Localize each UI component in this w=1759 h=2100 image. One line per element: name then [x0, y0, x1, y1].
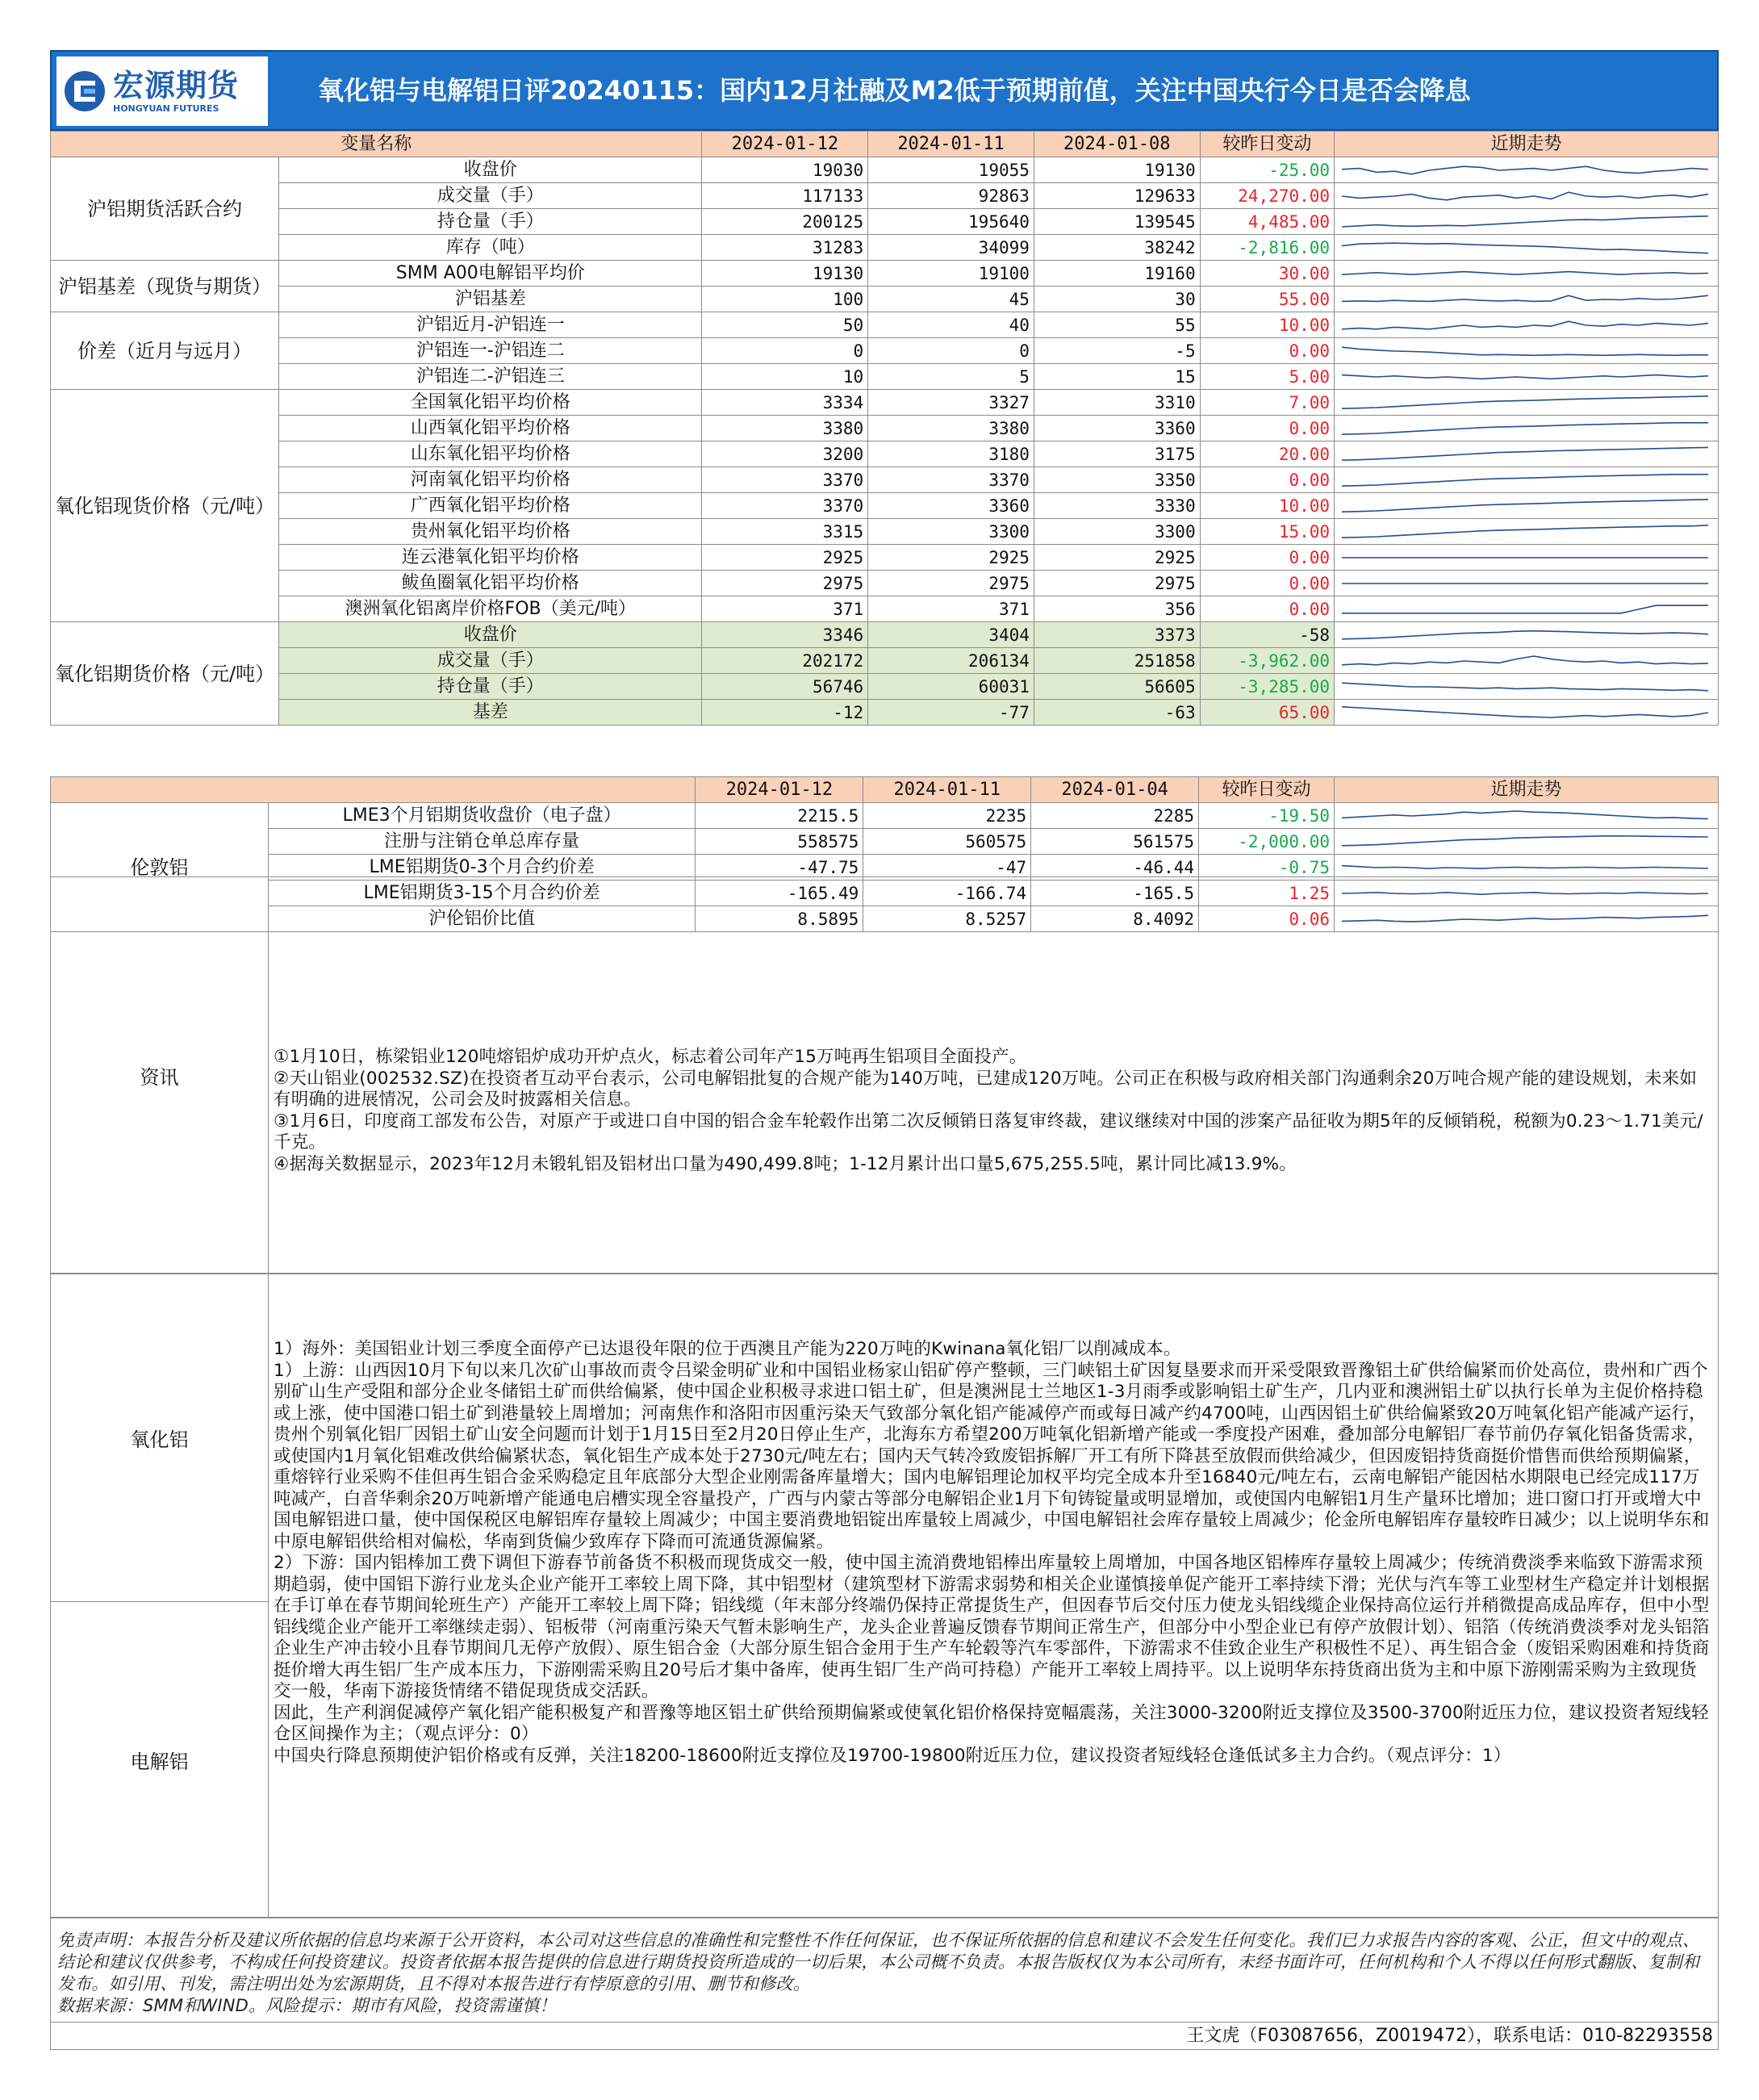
- value-cell: 56605: [1034, 674, 1200, 700]
- value-cell: 206134: [868, 648, 1034, 674]
- trend-sparkline: [1339, 571, 1711, 596]
- trend-cell: [1335, 519, 1719, 545]
- analyst-contact: 王文虎（F03087656，Z0019472），联系电话：010-82293558: [50, 2023, 1719, 2050]
- report-title: 氧化铝与电解铝日评20240115：国内12月社融及M2低于预期前值，关注中国央行今日是否会降息: [318, 75, 1471, 106]
- variable-name: 收盘价: [279, 157, 702, 183]
- table-row: [51, 441, 1719, 467]
- row-group-label: 氧化铝期货价格（元/吨）: [51, 622, 279, 726]
- trend-sparkline: [1339, 416, 1711, 441]
- value-cell: 3380: [702, 416, 868, 441]
- value-cell: 45: [868, 287, 1034, 312]
- value-cell: 3370: [702, 467, 868, 493]
- trend-cell: [1335, 183, 1719, 209]
- trend-sparkline: [1339, 546, 1711, 570]
- daily-change-cell: 5.00: [1200, 364, 1334, 390]
- variable-name: 沪铝近月-沪铝连一: [279, 312, 702, 338]
- trend-sparkline: [1339, 313, 1711, 337]
- value-cell: 2975: [1034, 571, 1200, 596]
- trend-cell: [1335, 441, 1719, 467]
- daily-change-cell: 15.00: [1200, 519, 1334, 545]
- electrolytic-aluminium-label: 电解铝: [51, 1601, 269, 1918]
- variable-name: 持仓量（手）: [279, 674, 702, 700]
- trend-cell: [1335, 338, 1719, 364]
- table-row: [51, 700, 1719, 726]
- column-header: 2024-01-11: [863, 777, 1031, 803]
- trend-line: [1342, 243, 1708, 253]
- column-header: 2024-01-12: [702, 132, 868, 157]
- variable-name: 全国氧化铝平均价格: [279, 390, 702, 416]
- variable-name: 成交量（手）: [279, 648, 702, 674]
- trend-line: [1342, 499, 1708, 511]
- daily-change-cell: 30.00: [1200, 261, 1334, 287]
- value-cell: 117133: [702, 183, 868, 209]
- value-cell: -5: [1034, 338, 1200, 364]
- trend-cell: [1334, 829, 1718, 855]
- analysis-paragraph: 因此，生产利润促减停产氧化铝产能积极复产和晋豫等地区铝土矿供给预期偏紧或使氧化铝价格保持宽幅震荡，关注3000-3200附近支撑位及3500-3700附近压力位，建议投资者短线轻仓区间操作为主；（观点评分：0）: [274, 1702, 1709, 1744]
- trend-cell: [1335, 364, 1719, 390]
- daily-change-cell: 0.00: [1200, 571, 1334, 596]
- table-row: [51, 157, 1719, 183]
- variable-name: SMM A00电解铝平均价: [279, 261, 702, 287]
- value-cell: 19160: [1034, 261, 1200, 287]
- trend-line: [1342, 525, 1708, 537]
- news-body: [274, 1047, 1713, 1175]
- trend-line: [1342, 215, 1708, 226]
- news-section: [50, 876, 1719, 1274]
- daily-change-cell: 4,485.00: [1200, 209, 1334, 235]
- value-cell: 19030: [702, 157, 868, 183]
- value-cell: 40: [868, 312, 1034, 338]
- value-cell: 3175: [1034, 441, 1200, 467]
- value-cell: 15: [1034, 364, 1200, 390]
- value-cell: 5: [868, 364, 1034, 390]
- column-header: 较昨日变动: [1199, 777, 1335, 803]
- trend-sparkline: [1339, 649, 1711, 673]
- daily-change-cell: 7.00: [1200, 390, 1334, 416]
- daily-change-cell: -3,962.00: [1200, 648, 1334, 674]
- value-cell: 19055: [868, 157, 1034, 183]
- row-group-label: 沪铝期货活跃合约: [51, 157, 279, 261]
- value-cell: 60031: [868, 674, 1034, 700]
- value-cell: 2215.5: [696, 803, 863, 829]
- table-row: [51, 829, 1719, 855]
- daily-change-cell: -58: [1200, 622, 1334, 648]
- trend-line: [1342, 811, 1708, 819]
- report-header: [50, 50, 1719, 131]
- variable-name: 贵州氧化铝平均价格: [279, 519, 702, 545]
- value-cell: 38242: [1034, 235, 1200, 261]
- trend-cell: [1335, 157, 1719, 183]
- analysis-paragraph: 1）海外：美国铝业计划三季度全面停产已达退役年限的位于西澳且产能为220万吨的Kwinana氧化铝厂以削减成本。: [274, 1339, 1181, 1359]
- value-cell: 3380: [868, 416, 1034, 441]
- analysis-section: [50, 1274, 1719, 1918]
- daily-change-cell: 0.00: [1200, 596, 1334, 622]
- trend-cell: [1335, 235, 1719, 261]
- value-cell: -166.74: [863, 881, 1031, 906]
- value-cell: 8.5257: [863, 906, 1031, 932]
- variable-name: 注册与注销仓单总库存量: [268, 829, 696, 855]
- trend-cell: [1335, 261, 1719, 287]
- trend-sparkline: [1339, 339, 1711, 363]
- variable-name: 沪铝基差: [279, 287, 702, 312]
- variable-name: 库存（吨）: [279, 235, 702, 261]
- value-cell: 371: [868, 596, 1034, 622]
- trend-sparkline: [1339, 855, 1711, 880]
- variable-name: 山东氧化铝平均价格: [279, 441, 702, 467]
- value-cell: 50: [702, 312, 868, 338]
- trend-cell: [1335, 493, 1719, 519]
- news-item: ①1月10日，栋梁铝业120吨熔铝炉成功开炉点火，标志着公司年产15万吨再生铝项目全面投产。: [274, 1047, 1027, 1067]
- variable-name: 基差: [279, 700, 702, 726]
- column-header: 2024-01-12: [696, 777, 863, 803]
- value-cell: 100: [702, 287, 868, 312]
- variable-name: 成交量（手）: [279, 183, 702, 209]
- value-cell: 3334: [702, 390, 868, 416]
- trend-line: [1342, 295, 1708, 301]
- variable-name: 收盘价: [279, 622, 702, 648]
- value-cell: -47: [863, 855, 1031, 881]
- table-row: [51, 519, 1719, 545]
- daily-change-cell: -2,816.00: [1200, 235, 1334, 261]
- trend-line: [1342, 395, 1708, 408]
- column-header: 变量名称: [51, 132, 702, 157]
- value-cell: 200125: [702, 209, 868, 235]
- trend-sparkline: [1339, 597, 1711, 621]
- table-row: [51, 312, 1719, 338]
- daily-change-cell: 55.00: [1200, 287, 1334, 312]
- trend-line: [1342, 271, 1708, 274]
- column-header-row: [51, 132, 1719, 157]
- trend-line: [1342, 347, 1708, 355]
- trend-cell: [1335, 648, 1719, 674]
- trend-line: [1342, 683, 1708, 691]
- value-cell: 3373: [1034, 622, 1200, 648]
- news-label: 资讯: [51, 877, 269, 1273]
- trend-line: [1342, 630, 1708, 638]
- trend-sparkline: [1339, 830, 1711, 854]
- logo-chinese-text: 宏源期货: [113, 68, 240, 103]
- daily-change-cell: -25.00: [1200, 157, 1334, 183]
- disclaimer-section: [50, 1918, 1719, 2023]
- analysis-paragraph: 中国央行降息预期使沪铝价格或有反弹，关注18200-18600附近支撑位及19700-19800附近压力位，建议投资者短线轻仓逢低试多主力合约。（观点评分：1）: [274, 1745, 1511, 1766]
- variable-name: 沪铝连二-沪铝连三: [279, 364, 702, 390]
- variable-name: 沪铝连一-沪铝连二: [279, 338, 702, 364]
- daily-change-cell: 0.00: [1200, 467, 1334, 493]
- value-cell: 3330: [1034, 493, 1200, 519]
- table-row: [51, 416, 1719, 441]
- daily-change-cell: -0.75: [1199, 855, 1335, 881]
- value-cell: 2235: [863, 803, 1031, 829]
- table-row: [51, 596, 1719, 622]
- daily-change-cell: 24,270.00: [1200, 183, 1334, 209]
- trend-sparkline: [1339, 287, 1711, 312]
- table-row: [51, 493, 1719, 519]
- trend-cell: [1335, 209, 1719, 235]
- daily-change-cell: 0.06: [1199, 906, 1335, 932]
- daily-change-cell: 10.00: [1200, 312, 1334, 338]
- value-cell: 3300: [1034, 519, 1200, 545]
- value-cell: 0: [868, 338, 1034, 364]
- row-group-label: 沪铝基差（现货与期货）: [51, 261, 279, 312]
- value-cell: 560575: [863, 829, 1031, 855]
- value-cell: 92863: [868, 183, 1034, 209]
- value-cell: 8.4092: [1031, 906, 1199, 932]
- value-cell: 3310: [1034, 390, 1200, 416]
- row-group-label: 价差（近月与远月）: [51, 312, 279, 390]
- trend-sparkline: [1339, 158, 1711, 182]
- trend-line: [1342, 656, 1708, 665]
- variable-name: LME3个月铝期货收盘价（电子盘）: [268, 803, 696, 829]
- variable-name: 澳洲氧化铝离岸价格FOB（美元/吨）: [279, 596, 702, 622]
- alumina-label: 氧化铝: [51, 1274, 269, 1601]
- table-row: [51, 235, 1719, 261]
- logo-english-text: HONGYUAN FUTURES: [113, 103, 219, 114]
- value-cell: 3370: [702, 493, 868, 519]
- value-cell: 10: [702, 364, 868, 390]
- value-cell: 3346: [702, 622, 868, 648]
- value-cell: 3315: [702, 519, 868, 545]
- daily-change-cell: 0.00: [1200, 416, 1334, 441]
- trend-sparkline: [1339, 365, 1711, 389]
- analysis-paragraph: 2）下游：国内铝棒加工费下调但下游春节前备货不积极而现货成交一般，使中国主流消费地铝棒出库量较上周增加，中国各地区铝棒库存量较上周减少；传统消费淡季来临致下游需求预期趋弱，使中国铝下游行业龙头企业产能开工率较上周下降，其中铝型材（建筑型材下游需求弱势和相关企业谨慎接单促产能开工率持续下滑；光伏与汽车等工业型材生产稳定并计划根据在手订单在春节期间轮班生产）产能开工率较上周下降；铝线缆（年末部分终端仍保持正常提货生产，但因春节后交付压力使龙头铝线缆企业保持高位运行并稍微提高成品库存，但中小型铝线缆企业产能开工率继续走弱）、铝板带（河南重污染天气暂未影响生产，龙头企业普遍反馈春节期间正常生产，但部分中小型企业已有停产放假计划）、铝箔（传统消费淡季对龙头铝箔企业生产冲击较小且春节期间几无停产放假）、原生铝合金（大部分原生铝合金用于生产车轮毂等汽车零部件，下游需求不佳致企业生产积极性不足）、再生铝合金（废铝采购困难和持货商挺价增大再生铝厂生产成本压力，下游刚需采购且20号后才集中备库，使再生铝厂生产尚可持稳）产能开工率较上周持平。以上说明华东持货商出货为主和中原下游刚需采购为主致现货交一般，华南下游接货情绪不错促现货成交活跃。: [274, 1553, 1710, 1701]
- trend-cell: [1335, 287, 1719, 312]
- daily-change-cell: -19.50: [1199, 803, 1335, 829]
- trend-line: [1342, 706, 1708, 717]
- column-header-row: [51, 777, 1719, 803]
- value-cell: -165.49: [696, 881, 863, 906]
- variable-name: 鲅鱼圈氧化铝平均价格: [279, 571, 702, 596]
- analysis-body: [274, 1339, 1713, 1767]
- table-row: [51, 545, 1719, 571]
- column-header: 较昨日变动: [1200, 132, 1334, 157]
- analysis-paragraph: 1）上游：山西因10月下旬以来几次矿山事故而责令吕梁金明矿业和中国铝业杨家山铝矿停产整顿，三门峡铝土矿因复垦要求而开采受限致晋豫铝土矿供给偏紧而价处高位，贵州和广西个别矿山生产受阻和部分企业冬储铝土矿而供给偏紧，使中国企业积极寻求进口铝土矿，但是澳洲昆士兰地区1-3月雨季或影响铝土矿生产，几内亚和澳洲铝土矿以执行长单为主促价格持稳或上涨，使中国港口铝土矿到港量较上周增加；河南焦作和洛阳市因重污染天气致部分氧化铝产能减停产而或每日减产约4700吨，山西因铝土矿供给偏紧致20万吨氧化铝产能减产运行，贵州个别氧化铝厂因铝土矿山安全问题而计划于1月15日至2月20日停止生产，北海东方希望200万吨氧化铝新增产能或一季度投产困难，叠加部分电解铝厂春节前仍存氧化铝备货需求，或使国内1月氧化铝难改供给偏紧状态，氧化铝生产成本处于2730元/吨左右；国内天气转冷致废铝拆解厂开工有所下降甚至放假而供给减少，但因废铝持货商挺价惜售而供给预期偏紧，重熔锌行业采购不佳但再生铝合金采购稳定且年底部分大型企业刚需备库量增大；国内电解铝理论加权平均完全成本升至16840元/吨左右，云南电解铝产能因枯水期限电已经完成117万吨减产，白音华剩余20万吨新增产能通电启槽实现全容量投产，广西与内蒙古等部分电解铝企业1月下旬铸锭量或明显增加，或使国内电解铝1月生产量环比增加；进口窗口打开或增大中国电解铝进口量，使中国保税区电解铝库存量较上周减少；中国主要消费地铝锭出库量较上周减少，中国电解铝社会库存量较上周减少；伦金所电解铝库存量较昨日减少；以上说明华东和中原电解铝供给相对偏松，华南到货偏少致库存下降而可流通货源偏紧。: [274, 1360, 1710, 1552]
- trend-cell: [1334, 803, 1718, 829]
- value-cell: 3404: [868, 622, 1034, 648]
- trend-cell: [1335, 312, 1719, 338]
- value-cell: 2925: [1034, 545, 1200, 571]
- value-cell: 356: [1034, 596, 1200, 622]
- trend-sparkline: [1339, 391, 1711, 415]
- value-cell: 3360: [868, 493, 1034, 519]
- daily-change-cell: -2,000.00: [1199, 829, 1335, 855]
- value-cell: 19100: [868, 261, 1034, 287]
- value-cell: 34099: [868, 235, 1034, 261]
- value-cell: -77: [868, 700, 1034, 726]
- value-cell: 2925: [702, 545, 868, 571]
- trend-line: [1342, 374, 1708, 379]
- value-cell: 139545: [1034, 209, 1200, 235]
- variable-name: 持仓量（手）: [279, 209, 702, 235]
- value-cell: 3350: [1034, 467, 1200, 493]
- column-header: 近期走势: [1334, 777, 1718, 803]
- value-cell: 558575: [696, 829, 863, 855]
- table-row: [51, 338, 1719, 364]
- table-row: [51, 261, 1719, 287]
- column-header: [51, 777, 696, 803]
- value-cell: 2975: [702, 571, 868, 596]
- table-row: [51, 648, 1719, 674]
- column-header: 2024-01-11: [868, 132, 1034, 157]
- trend-sparkline: [1339, 675, 1711, 699]
- value-cell: 251858: [1034, 648, 1200, 674]
- value-cell: 30: [1034, 287, 1200, 312]
- row-group-label: 伦敦铝: [51, 803, 269, 932]
- value-cell: 371: [702, 596, 868, 622]
- value-cell: 195640: [868, 209, 1034, 235]
- variable-name: LME铝期货0-3个月合约价差: [268, 855, 696, 881]
- column-header: 近期走势: [1335, 132, 1719, 157]
- trend-sparkline: [1339, 184, 1711, 208]
- value-cell: 19130: [702, 261, 868, 287]
- variable-name: 连云港氧化铝平均价格: [279, 545, 702, 571]
- daily-change-cell: 20.00: [1200, 441, 1334, 467]
- trend-line: [1342, 321, 1708, 329]
- table-row: [51, 622, 1719, 648]
- trend-cell: [1335, 467, 1719, 493]
- company-logo: [56, 56, 268, 126]
- trend-cell: [1335, 416, 1719, 441]
- value-cell: 19130: [1034, 157, 1200, 183]
- trend-line: [1342, 192, 1708, 200]
- column-header: 2024-01-08: [1034, 132, 1200, 157]
- value-cell: 56746: [702, 674, 868, 700]
- trend-sparkline: [1339, 236, 1711, 260]
- value-cell: 3370: [868, 467, 1034, 493]
- value-cell: -12: [702, 700, 868, 726]
- trend-sparkline: [1339, 520, 1711, 544]
- variable-name: 河南氧化铝平均价格: [279, 467, 702, 493]
- value-cell: 2975: [868, 571, 1034, 596]
- value-cell: 202172: [702, 648, 868, 674]
- trend-cell: [1335, 390, 1719, 416]
- trend-line: [1342, 605, 1708, 613]
- table-row: [51, 183, 1719, 209]
- trend-cell: [1335, 596, 1719, 622]
- trend-line: [1342, 447, 1708, 460]
- table-row: [51, 209, 1719, 235]
- variable-name: 山西氧化铝平均价格: [279, 416, 702, 441]
- trend-sparkline: [1339, 494, 1711, 518]
- table-row: [51, 674, 1719, 700]
- daily-change-cell: 65.00: [1200, 700, 1334, 726]
- trend-sparkline: [1339, 468, 1711, 492]
- value-cell: -47.75: [696, 855, 863, 881]
- value-cell: 561575: [1031, 829, 1199, 855]
- trend-cell: [1335, 622, 1719, 648]
- table-row: [51, 571, 1719, 596]
- table-row: [51, 390, 1719, 416]
- column-header: 2024-01-04: [1031, 777, 1199, 803]
- hongyuan-logo-icon: [63, 69, 107, 113]
- value-cell: 2285: [1031, 803, 1199, 829]
- trend-sparkline: [1339, 442, 1711, 466]
- news-item: ②天山铝业(002532.SZ)在投资者互动平台表示，公司电解铝批复的合规产能为140万吨，已建成120万吨。公司正在积极与政府相关部门沟通剩余20万吨合规产能的建设规划，未来如有明确的进展情况，公司会及时披露相关信息。: [274, 1068, 1698, 1110]
- value-cell: 129633: [1034, 183, 1200, 209]
- value-cell: 3300: [868, 519, 1034, 545]
- value-cell: -63: [1034, 700, 1200, 726]
- value-cell: 3327: [868, 390, 1034, 416]
- trend-cell: [1335, 674, 1719, 700]
- trend-sparkline: [1339, 623, 1711, 647]
- value-cell: 8.5895: [696, 906, 863, 932]
- trend-sparkline: [1339, 701, 1711, 725]
- table-row: [51, 467, 1719, 493]
- market-data-table: [50, 131, 1719, 726]
- trend-cell: [1335, 700, 1719, 726]
- daily-change-cell: 0.00: [1200, 545, 1334, 571]
- variable-name: LME铝期货3-15个月合约价差: [268, 881, 696, 906]
- news-item: ③1月6日，印度商工部发布公告，对原产于或进口自中国的铝合金车轮毂作出第二次反倾销日落复审终裁，建议继续对中国的涉案产品征收为期5年的反倾销税，税额为0.23～1.71美元/千克。: [274, 1111, 1703, 1152]
- trend-line: [1342, 835, 1708, 845]
- table-row: [51, 803, 1719, 829]
- value-cell: 3360: [1034, 416, 1200, 441]
- value-cell: 2925: [868, 545, 1034, 571]
- trend-line: [1342, 422, 1708, 433]
- daily-change-cell: -3,285.00: [1200, 674, 1334, 700]
- disclaimer-text: 免责声明：本报告分析及建议所依据的信息均来源于公开资料，本公司对这些信息的准确性和完整性不作任何保证，也不保证所依据的信息和建议不会发生任何变化。我们已力求报告内容的客观、公正，但文中的观点、结论和建议仅供参考，不构成任何投资建议。投资者依据本报告提供的信息进行期货投资所造成的一切后果，本公司概不负责。本报告版权仅为本公司所有，未经书面许可，任何机构和个人不得以任何形式翻版、复制和发布。如引用、刊发，需注明出处为宏源期货，且不得对本报告进行有悖原意的引用、删节和修改。: [57, 1931, 1700, 1993]
- value-cell: 55: [1034, 312, 1200, 338]
- data-source-text: 数据来源：SMM和WIND。风险提示：期市有风险，投资需谨慎！: [57, 1996, 557, 2015]
- trend-sparkline: [1339, 261, 1711, 286]
- report-page: [50, 50, 1719, 2050]
- trend-sparkline: [1339, 804, 1711, 828]
- news-item: ④据海关数据显示，2023年12月未锻轧铝及铝材出口量为490,499.8吨；1-12月累计出口量5,675,255.5吨，累计同比减13.9%。: [274, 1153, 1297, 1174]
- value-cell: 0: [702, 338, 868, 364]
- daily-change-cell: 10.00: [1200, 493, 1334, 519]
- trend-line: [1342, 865, 1708, 868]
- trend-cell: [1335, 545, 1719, 571]
- daily-change-cell: 0.00: [1200, 338, 1334, 364]
- table-row: [51, 287, 1719, 312]
- value-cell: 3180: [868, 441, 1034, 467]
- variable-name: 沪伦铝价比值: [268, 906, 696, 932]
- value-cell: 3200: [702, 441, 868, 467]
- value-cell: 31283: [702, 235, 868, 261]
- variable-name: 广西氧化铝平均价格: [279, 493, 702, 519]
- trend-line: [1342, 474, 1708, 485]
- value-cell: -165.5: [1031, 881, 1199, 906]
- trend-sparkline: [1339, 210, 1711, 234]
- row-group-label: 氧化铝现货价格（元/吨）: [51, 390, 279, 622]
- trend-cell: [1335, 571, 1719, 596]
- daily-change-cell: 1.25: [1199, 881, 1335, 906]
- trend-line: [1342, 166, 1708, 174]
- table-row: [51, 364, 1719, 390]
- value-cell: -46.44: [1031, 855, 1199, 881]
